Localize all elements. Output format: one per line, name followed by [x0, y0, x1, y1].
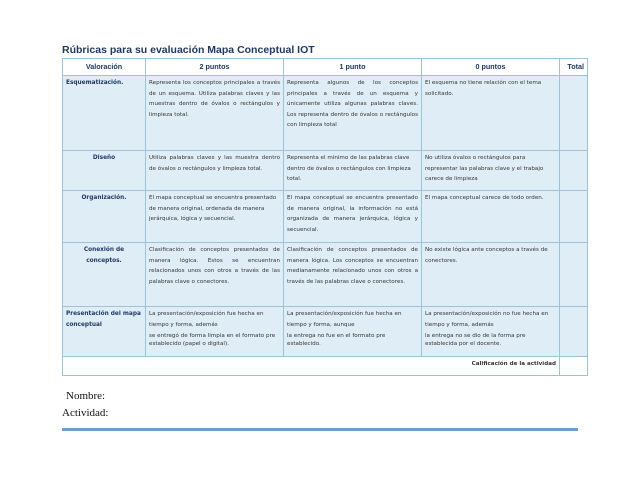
- cell-text: Utiliza palabras claves y las muestra dentro de óvalos o rectángulos y limpieza total.: [149, 155, 280, 172]
- table-row: [63, 151, 588, 191]
- score-1-cell: [284, 76, 422, 151]
- score-1-cell: [284, 191, 422, 243]
- header-2-puntos: 2 puntos: [146, 59, 284, 76]
- criterion-cell: Diseño: [63, 151, 146, 191]
- cell-text: El esquema no tiene relación con el tema solicitado.: [425, 80, 542, 97]
- header-row: [63, 59, 588, 76]
- cell-text: Clasificación de conceptos presentados de manera lógica. Estos se encuentran relacionados unos con otros a través de las palabras clave o conectores.: [149, 247, 280, 285]
- header-valoracion: Valoración: [63, 59, 146, 76]
- criterion-cell: Presentación del mapa conceptual: [63, 307, 146, 357]
- total-cell[interactable]: [560, 243, 588, 307]
- cell-text: Representa algunos de los conceptos principales a través de un esquema y únicamente utiliza algunas palabras claves. Los representa dentro de óvalos o rectángulos con limpieza total: [287, 80, 418, 128]
- cell-text: No utiliza óvalos o rectángulos para representar las palabras clave y el trabajo carece de limpieza: [425, 155, 544, 182]
- cell-text: la entrega no se dio de la forma pre establecida por el docente.: [425, 333, 526, 347]
- cell-text: La presentación/exposición fue hecha en tiempo y forma, aunque: [287, 311, 402, 328]
- cell-text: La presentación/exposición no fue hecha en tiempo y forma, además: [425, 311, 549, 328]
- total-cell[interactable]: [560, 151, 588, 191]
- cell-text: Clasificación de conceptos presentados de manera lógica. Los conceptos se encuentran medianamente relacionado unos con otros a través de las palabras clave o conectores.: [287, 247, 418, 285]
- score-2-cell: [146, 151, 284, 191]
- table-row: [63, 191, 588, 243]
- cell-text: Representa los conceptos principales a través de un esquema. Utiliza palabras claves y las muestras dentro de óvalos o rectángulos y limpieza total.: [149, 80, 280, 118]
- cell-text: se entregó de forma limpia en el formato pre establecido (papel o digital).: [149, 333, 276, 347]
- total-cell[interactable]: [560, 76, 588, 151]
- table-row: [63, 243, 588, 307]
- table-row: [63, 307, 588, 357]
- score-1-cell: [284, 151, 422, 191]
- cell-text: El mapa conceptual carece de todo orden.: [425, 195, 544, 201]
- header-1-punto: 1 punto: [284, 59, 422, 76]
- score-0-cell: [422, 76, 560, 151]
- score-2-cell: [146, 76, 284, 151]
- page-title: Rúbricas para su evaluación Mapa Conceptual IOT: [62, 44, 315, 56]
- actividad-label: Actividad:: [62, 407, 109, 419]
- score-2-cell: [146, 243, 284, 307]
- cell-text: la entrega no fue en el formato pre establecido.: [287, 333, 386, 347]
- score-0-cell: [422, 307, 560, 357]
- table-row: [63, 76, 588, 151]
- score-1-cell: [284, 307, 422, 357]
- rubric-table: [62, 58, 588, 376]
- cell-text: La presentación/exposición fue hecha en tiempo y forma, además: [149, 311, 264, 328]
- cell-text: El mapa conceptual se encuentra presentado de manera original, la información no está organizada de manera jerárquica, lógica y secuencial.: [287, 195, 418, 233]
- score-0-cell: [422, 151, 560, 191]
- total-cell[interactable]: [560, 191, 588, 243]
- score-0-cell: [422, 191, 560, 243]
- score-2-cell: [146, 191, 284, 243]
- score-row: [63, 357, 588, 376]
- nombre-label: Nombre:: [66, 390, 106, 402]
- criterion-cell: Esquematización.: [63, 76, 146, 151]
- criterion-cell: Organización.: [63, 191, 146, 243]
- cell-text: El mapa conceptual se encuentra presentado de manera original, ordenada de manera jerárquica, lógica y secuencial.: [149, 195, 277, 222]
- total-cell[interactable]: [560, 307, 588, 357]
- header-0-puntos: 0 puntos: [422, 59, 560, 76]
- score-total-cell[interactable]: [560, 357, 588, 376]
- footer-divider: [62, 428, 578, 431]
- criterion-cell: Conexión de conceptos.: [63, 243, 146, 307]
- score-0-cell: [422, 243, 560, 307]
- score-2-cell: [146, 307, 284, 357]
- score-1-cell: [284, 243, 422, 307]
- score-label: Calificación de la actividad: [63, 357, 560, 376]
- cell-text: No existe lógica ante conceptos a través de conectores.: [425, 247, 548, 264]
- cell-text: Representa el mínimo de las palabras clave dentro de óvalos o rectángulos con limpieza total.: [287, 155, 411, 182]
- header-total: Total: [560, 59, 588, 76]
